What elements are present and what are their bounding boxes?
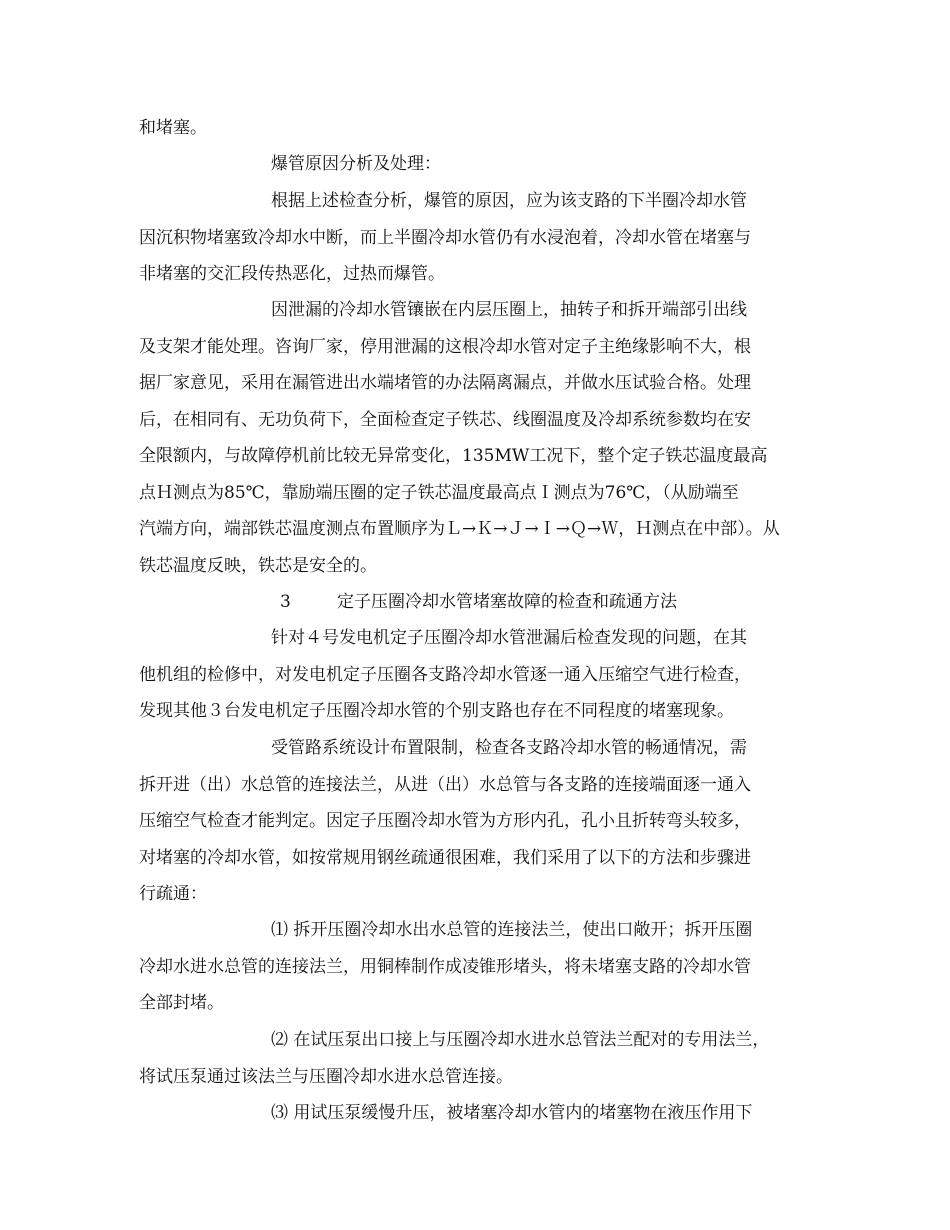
text-line: 他机组的检修中，对发电机定子压圈各支路冷却水管逐一通入压缩空气进行检查， bbox=[139, 664, 751, 685]
text-line: 压缩空气检查才能判定。因定子压圈冷却水管为方形内孔，孔小且折转弯头较多， bbox=[139, 811, 751, 831]
text-line: 因沉积物堵塞致冷却水中断，而上半圈冷却水管仍有水浸泡着，冷却水管在堵塞与 bbox=[139, 227, 751, 248]
step-2 bbox=[139, 1022, 820, 1095]
text-line: 点Ｈ测点为85℃，靠励端压圈的定子铁芯温度最高点Ｉ测点为76℃，（从励端至 bbox=[139, 482, 739, 503]
text-line: 对堵塞的冷却水管，如按常规用钢丝疏通很困难，我们采用了以下的方法和步骤进 bbox=[139, 847, 751, 868]
text-line: 汽端方向，端部铁芯温度测点布置顺序为Ｌ→Ｋ→Ｊ→Ｉ→Ｑ→Ｗ，Ｈ测点在中部）。从 bbox=[139, 519, 780, 539]
text-line: 全部封堵。 bbox=[139, 993, 224, 1013]
paragraph-inspection bbox=[139, 620, 820, 730]
text-line: 针对４号发电机定子压圈冷却水管泄漏后检查发现的问题，在其 bbox=[271, 628, 747, 648]
text-line: 据厂家意见，采用在漏管进出水端堵管的办法隔离漏点，并做水压试验合格。处理 bbox=[139, 373, 751, 393]
text-line: 全限额内，与故障停机前比较无异常变化，135MW工况下，整个定子铁芯温度最高 bbox=[139, 446, 768, 466]
text-line: ⑵ 在试压泵出口接上与压圈冷却水进水总管法兰配对的专用法兰， bbox=[271, 1030, 770, 1050]
text-line: 后，在相同有、无功负荷下，全面检查定子铁芯、线圈温度及冷却系统参数均在安 bbox=[139, 409, 751, 430]
text-line: 将试压泵通过该法兰与压圈冷却水进水总管连接。 bbox=[139, 1066, 513, 1087]
text-line: 行疏通： bbox=[139, 884, 207, 904]
text-line: 拆开进（出）水总管的连接法兰，从进（出）水总管与各支路的连接端面逐一通入 bbox=[139, 774, 751, 795]
subheading-text: 爆管原因分析及处理： bbox=[271, 154, 441, 174]
section-title: 定子压圈冷却水管堵塞故障的检查和疏通方法 bbox=[337, 592, 677, 612]
text-line: 铁芯温度反映，铁芯是安全的。 bbox=[139, 555, 377, 576]
paragraph-cause bbox=[139, 183, 820, 293]
text-line: 发现其他３台发电机定子压圈冷却水管的个别支路也存在不同程度的堵塞现象。 bbox=[139, 701, 734, 721]
text-line: 和堵塞。 bbox=[139, 118, 207, 138]
text-line: 及支架才能处理。咨询厂家，停用泄漏的这根冷却水管对定子主绝缘影响不大，根 bbox=[139, 336, 751, 357]
text-line: 根据上述检查分析，爆管的原因，应为该支路的下半圈冷却水管 bbox=[271, 191, 747, 211]
paragraph-continuation bbox=[139, 110, 820, 147]
text-line: 冷却水进水总管的连接法兰，用铜棒制作成凌锥形堵头，将未堵塞支路的冷却水管 bbox=[139, 956, 751, 977]
text-line: ⑶ 用试压泵缓慢升压，被堵塞冷却水管内的堵塞物在液压作用下 bbox=[271, 1103, 753, 1123]
text-line: ⑴ 拆开压圈冷却水出水总管的连接法兰，使出口敞开；拆开压圈 bbox=[271, 920, 753, 940]
subheading-cause-analysis bbox=[139, 146, 820, 183]
paragraph-method bbox=[139, 730, 820, 913]
step-3 bbox=[139, 1095, 820, 1132]
text-line: 因泄漏的冷却水管镶嵌在内层压圈上，抽转子和拆开端部引出线 bbox=[271, 300, 747, 320]
section-number: 3 bbox=[280, 592, 291, 612]
paragraph-treatment bbox=[139, 292, 820, 584]
text-line: 非堵塞的交汇段传热恶化，过热而爆管。 bbox=[139, 264, 445, 284]
step-1 bbox=[139, 912, 820, 1022]
text-line: 受管路系统设计布置限制，检查各支路冷却水管的畅通情况，需 bbox=[271, 738, 747, 758]
section-heading bbox=[280, 584, 820, 621]
